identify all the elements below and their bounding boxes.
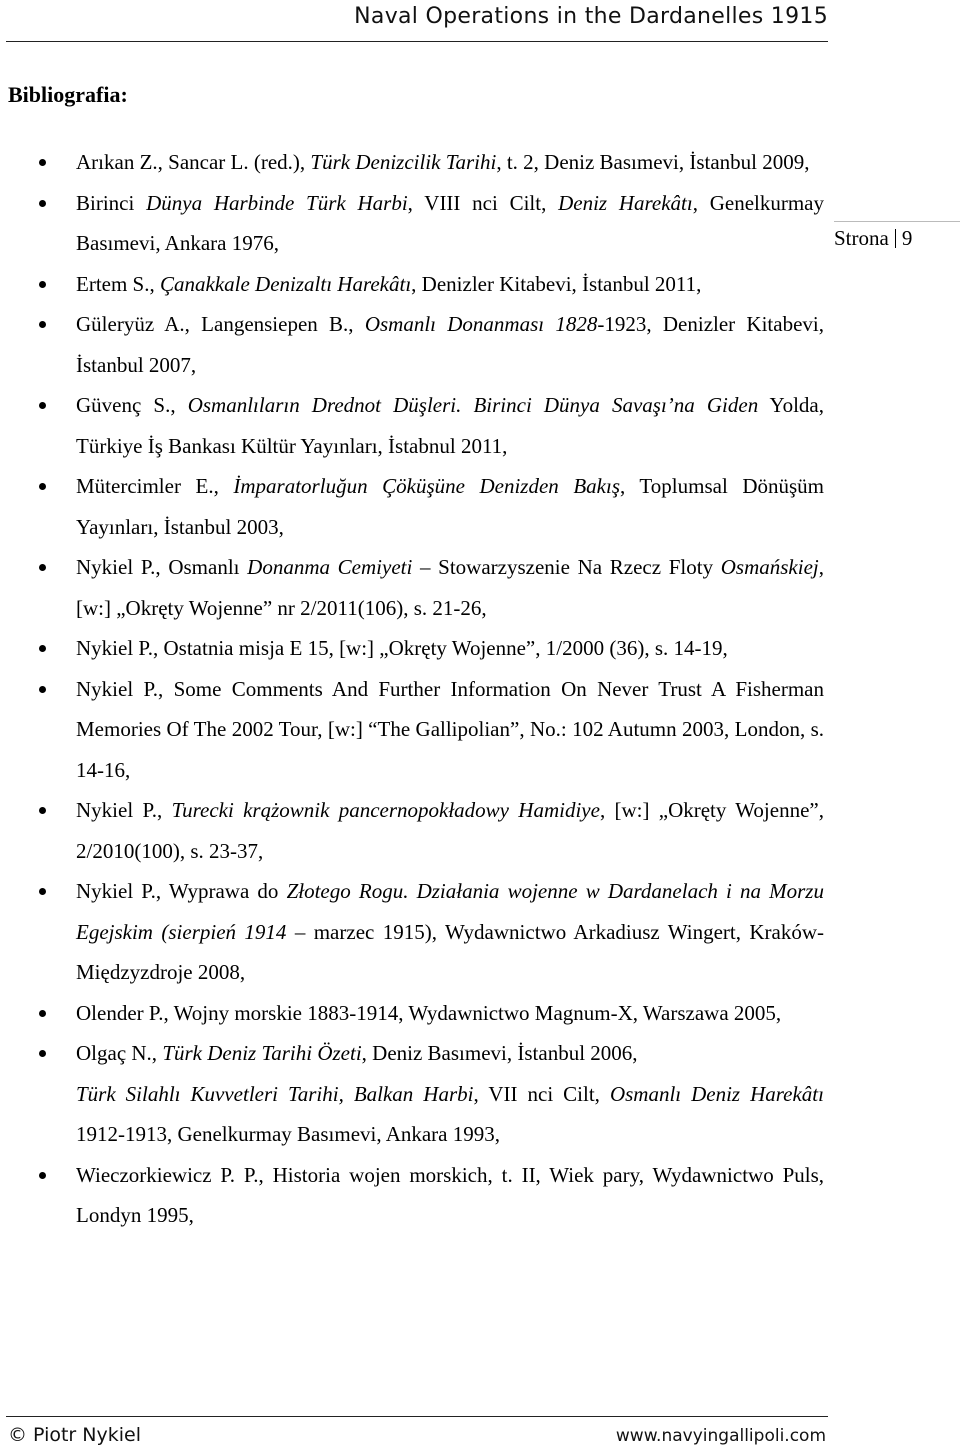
entry-title-italic: Türk Deniz Tarihi Özeti: [162, 1041, 362, 1065]
entry-text: Güleryüz A., Langensiepen B.,: [76, 312, 365, 336]
entry-text: Ertem S.,: [76, 271, 160, 296]
bibliography-entry: [76, 183, 824, 264]
header-divider: [6, 41, 828, 42]
entry-text: Olgaç N.,: [76, 1041, 163, 1065]
bibliography-entry: [76, 790, 824, 871]
entry-title-italic: Dünya Harbinde Türk Harbi: [146, 190, 408, 215]
entry-text: Mütercimler E.,: [76, 474, 234, 498]
page-number-label: Strona: [834, 226, 889, 250]
entry-text: -1923, Denizler Kitabevi, İstanbul 2007,: [76, 312, 824, 377]
entry-text: Arıkan Z., Sancar L. (red.),: [76, 150, 311, 174]
entry-text: , Deniz Basımevi, İstanbul 2006,: [361, 1041, 638, 1065]
entry-title-italic: Osmańskiej: [720, 555, 819, 579]
running-header-title: Naval Operations in the Dardanelles 1915: [354, 4, 828, 29]
bibliography-entry: [76, 669, 824, 791]
entry-text: , Toplumsal Dönüşüm Yayınları, İstanbul 2003,: [76, 474, 824, 539]
bibliography-entry: [76, 871, 824, 993]
entry-text: , Denizler Kitabevi, İstanbul 2011,: [411, 271, 702, 296]
entry-title-italic: Turecki krążownik pancernopokładowy Hamidiye: [171, 798, 600, 822]
entry-title-italic: Osmanlı Donanması 1828: [364, 312, 598, 336]
entry-title-italic: Türk Denizcilik Tarihi: [310, 150, 497, 174]
bibliography-entry: [76, 1074, 824, 1155]
bibliography-entry: [76, 1155, 824, 1236]
entry-text: Olender P., Wojny morskie 1883-1914, Wydawnictwo Magnum-X, Warszawa 2005,: [76, 1000, 782, 1025]
bibliography-entry: [76, 385, 824, 466]
bibliography-entry: [76, 466, 824, 547]
entry-text: Nykiel P., Some Comments And Further Information On Never Trust A Fisherman Memories Of The 2002 Tour, [w:] “The Gallipolian”, No.: 102 Autumn 2003, London, s. 14-16,: [76, 676, 824, 782]
entry-text: Nykiel P., Ostatnia misja E 15, [w:] „Okręty Wojenne”, 1/2000 (36), s. 14-19,: [76, 636, 728, 660]
entry-text: , VII nci Cilt,: [473, 1081, 610, 1106]
bibliography-entry: [76, 993, 824, 1034]
footer-divider: [6, 1416, 828, 1417]
entry-text: Birinci: [76, 190, 147, 215]
entry-title-italic: Osmanlı Deniz Harekâtı: [609, 1081, 824, 1106]
bibliography-entry: [76, 628, 824, 669]
entry-title-italic: Türk Silahlı Kuvvetleri Tarihi, Balkan Harbi: [76, 1081, 474, 1106]
bibliography-entry: [76, 1033, 824, 1074]
bibliography-entry: [76, 142, 824, 183]
bibliography-entry: [76, 264, 824, 305]
bibliography-entry: [76, 304, 824, 385]
page-number-divider: [834, 221, 960, 222]
entry-text: 1912-1913, Genelkurmay Basımevi, Ankara 1993,: [76, 1122, 500, 1146]
entry-text: Nykiel P.,: [76, 798, 172, 822]
bibliography-list: [76, 142, 824, 1236]
page-number-separator: [895, 229, 896, 248]
entry-text: , [w:] „Okręty Wojenne” nr 2/2011(106), s. 21-26,: [76, 555, 824, 620]
entry-title-italic: Donanma Cemiyeti –: [247, 555, 439, 579]
entry-text: , t. 2, Deniz Basımevi, İstanbul 2009,: [496, 150, 810, 174]
entry-text: marzec 1915), Wydawnictwo Arkadiusz Wingert, Kraków-Międzyzdroje 2008,: [76, 919, 825, 984]
page-number: [834, 226, 912, 251]
entry-title-italic: Deniz Harekâtı: [558, 190, 693, 215]
entry-text: Nykiel P., Wyprawa do: [76, 879, 287, 903]
footer-website: www.navyingallipoli.com: [615, 1426, 826, 1446]
entry-text: Güvenç S.,: [76, 393, 188, 417]
entry-text: , Genelkurmay Basımevi, Ankara 1976,: [76, 190, 825, 255]
page-number-value: 9: [901, 226, 913, 250]
bibliography-entry: [76, 547, 824, 628]
entry-text: Yolda, Türkiye İş Bankası Kültür Yayınları, İstabnul 2011,: [76, 393, 824, 458]
entry-text: Wieczorkiewicz P. P., Historia wojen morskich, t. II, Wiek pary, Wydawnictwo Puls, Londyn 1995,: [76, 1162, 824, 1227]
entry-text: Stowarzyszenie Na Rzecz Floty: [438, 555, 721, 579]
entry-title-italic: İmparatorluğun Çöküşüne Denizden Bakış: [233, 474, 620, 498]
entry-text: Nykiel P., Osmanlı: [76, 555, 248, 579]
section-title: Bibliografia:: [8, 82, 128, 107]
entry-text: , [w:] „Okręty Wojenne”, 2/2010(100), s. 23-37,: [76, 798, 824, 863]
entry-text: , VIII nci Cilt,: [407, 190, 559, 215]
entry-title-italic: Złotego Rogu. Działania wojenne w Dardanelach i na Morzu Egejskim (sierpień 1914 –: [76, 879, 824, 944]
entry-title-italic: Osmanlıların Drednot Düşleri. Birinci Dünya Savaşı’na Giden: [187, 393, 759, 417]
footer-author: © Piotr Nykiel: [8, 1424, 141, 1446]
entry-title-italic: Çanakkale Denizaltı Harekâtı: [160, 271, 412, 296]
